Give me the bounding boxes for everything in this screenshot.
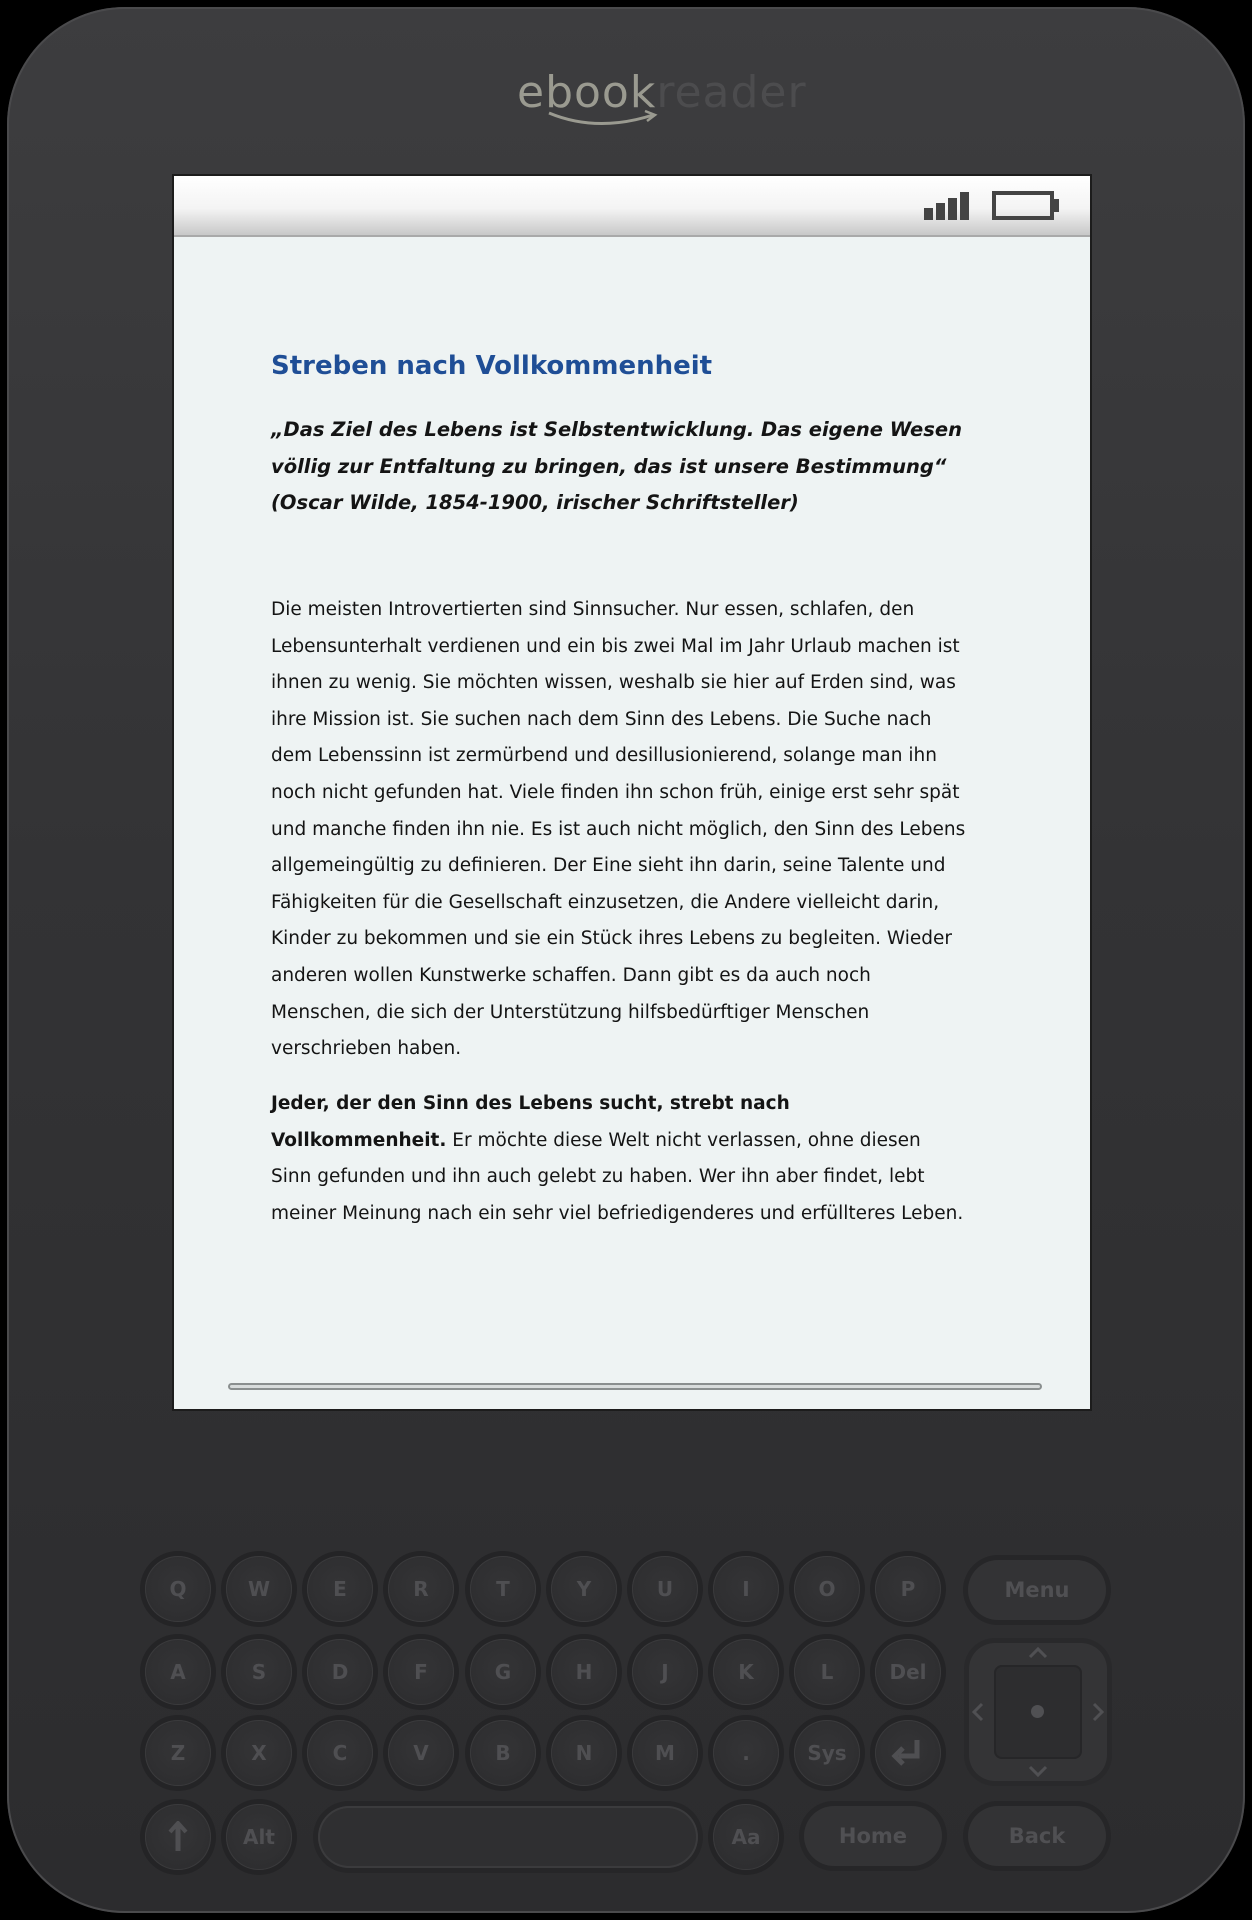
key-period[interactable]: . [713, 1720, 779, 1786]
dpad-up-arrow-icon[interactable] [1028, 1647, 1048, 1659]
key-j[interactable]: J [632, 1639, 698, 1705]
dpad-select-button[interactable] [994, 1665, 1082, 1759]
key-a[interactable]: A [145, 1639, 211, 1705]
key-u[interactable]: U [632, 1556, 698, 1622]
body-paragraph-2 [271, 1086, 1031, 1232]
key-g[interactable]: G [470, 1639, 536, 1705]
key-x[interactable]: X [226, 1720, 292, 1786]
battery-icon [992, 191, 1062, 221]
key-h[interactable]: H [551, 1639, 617, 1705]
shift-key[interactable] [145, 1804, 211, 1870]
text-line: dem Lebenssinn ist zermürbend und desillusionierend, solange man ihn [271, 745, 937, 767]
key-l[interactable]: L [794, 1639, 860, 1705]
logo-smile-arrow-icon [545, 107, 665, 131]
text-line: Kinder zu bekommen und sie ein Stück ihres Lebens zu begleiten. Wieder [271, 928, 952, 950]
signal-bars-icon [924, 190, 980, 220]
text-line: Menschen, die sich der Unterstützung hilfsbedürftiger Menschen [271, 1001, 870, 1023]
dpad-left-arrow-icon[interactable] [972, 1702, 984, 1722]
reading-progress-bar [228, 1383, 1042, 1390]
text-line: ihnen zu wenig. Sie möchten wissen, weshalb sie hier auf Erden sind, was [271, 672, 956, 694]
text-line: allgemeingültig zu definieren. Der Eine sieht ihn darin, seine Talente und [271, 855, 946, 877]
back-button[interactable]: Back [968, 1806, 1106, 1866]
logo-text-main: ebook [517, 67, 657, 118]
delete-key[interactable]: Del [875, 1639, 941, 1705]
quote-attribution: (Oscar Wilde, 1854-1900, irischer Schriftsteller) [271, 491, 799, 514]
font-size-key[interactable]: Aa [713, 1804, 779, 1870]
text-line: Lebensunterhalt verdienen und ein bis zwei Mal im Jahr Urlaub machen ist [271, 635, 960, 657]
key-o[interactable]: O [794, 1556, 860, 1622]
space-bar[interactable] [318, 1806, 698, 1868]
enter-key[interactable] [875, 1720, 941, 1786]
key-z[interactable]: Z [145, 1720, 211, 1786]
key-n[interactable]: N [551, 1720, 617, 1786]
body-paragraph-1 [271, 592, 1031, 1068]
status-bar [174, 176, 1090, 237]
key-d[interactable]: D [307, 1639, 373, 1705]
key-r[interactable]: R [388, 1556, 454, 1622]
key-s[interactable]: S [226, 1639, 292, 1705]
alt-key[interactable]: Alt [226, 1804, 292, 1870]
key-q[interactable]: Q [145, 1556, 211, 1622]
key-i[interactable]: I [713, 1556, 779, 1622]
quote-line: völlig zur Entfaltung zu bringen, das ist unsere Bestimmung“ [271, 454, 947, 478]
e-ink-screen [172, 174, 1092, 1411]
brand-logo [517, 67, 807, 137]
key-v[interactable]: V [388, 1720, 454, 1786]
epigraph-quote [271, 412, 1031, 522]
ebook-reader-device [7, 7, 1245, 1913]
sym-key[interactable]: Sys [794, 1720, 860, 1786]
text-line: anderen wollen Kunstwerke schaffen. Dann gibt es da auch noch [271, 964, 871, 986]
home-button[interactable]: Home [804, 1806, 942, 1866]
text-line: Die meisten Introvertierten sind Sinnsucher. Nur essen, schlafen, den [271, 599, 915, 620]
text-line: Er möchte diese Welt nicht verlassen, ohne diesen [446, 1129, 921, 1151]
dpad-down-arrow-icon[interactable] [1028, 1765, 1048, 1777]
key-k[interactable]: K [713, 1639, 779, 1705]
text-line: und manche finden ihn nie. Es ist auch nicht möglich, den Sinn des Lebens [271, 818, 966, 840]
text-line: meiner Meinung nach ein sehr viel befriedigenderes und erfüllteres Leben. [271, 1202, 964, 1224]
logo-text-faded: reader [656, 67, 807, 118]
key-t[interactable]: T [470, 1556, 536, 1622]
text-line: Sinn gefunden und ihn auch gelebt zu haben. Wer ihn aber findet, lebt [271, 1166, 925, 1188]
dpad-center-dot-icon [1031, 1705, 1044, 1718]
key-w[interactable]: W [226, 1556, 292, 1622]
key-c[interactable]: C [307, 1720, 373, 1786]
dpad-right-arrow-icon[interactable] [1092, 1702, 1104, 1722]
text-line: Fähigkeiten für die Gesellschaft einzusetzen, die Andere vielleicht darin, [271, 891, 940, 913]
shift-up-arrow-icon [168, 1821, 188, 1853]
key-e[interactable]: E [307, 1556, 373, 1622]
text-line: ihre Mission ist. Sie suchen nach dem Sinn des Lebens. Die Suche nach [271, 708, 932, 730]
quote-line: „Das Ziel des Lebens ist Selbstentwicklung. Das eigene Wesen [271, 418, 962, 441]
bold-text: Vollkommenheit. [271, 1129, 447, 1151]
enter-return-icon [891, 1738, 925, 1768]
five-way-controller[interactable] [969, 1643, 1107, 1781]
key-p[interactable]: P [875, 1556, 941, 1622]
key-m[interactable]: M [632, 1720, 698, 1786]
chapter-title: Streben nach Vollkommenheit [271, 351, 713, 381]
key-b[interactable]: B [470, 1720, 536, 1786]
key-f[interactable]: F [388, 1639, 454, 1705]
key-y[interactable]: Y [551, 1556, 617, 1622]
text-line: verschrieben haben. [271, 1038, 462, 1060]
menu-button[interactable]: Menu [968, 1560, 1106, 1620]
bold-text: Jeder, der den Sinn des Lebens sucht, strebt nach [271, 1093, 790, 1114]
text-line: noch nicht gefunden hat. Viele finden ihn schon früh, einige erst sehr spät [271, 781, 960, 803]
